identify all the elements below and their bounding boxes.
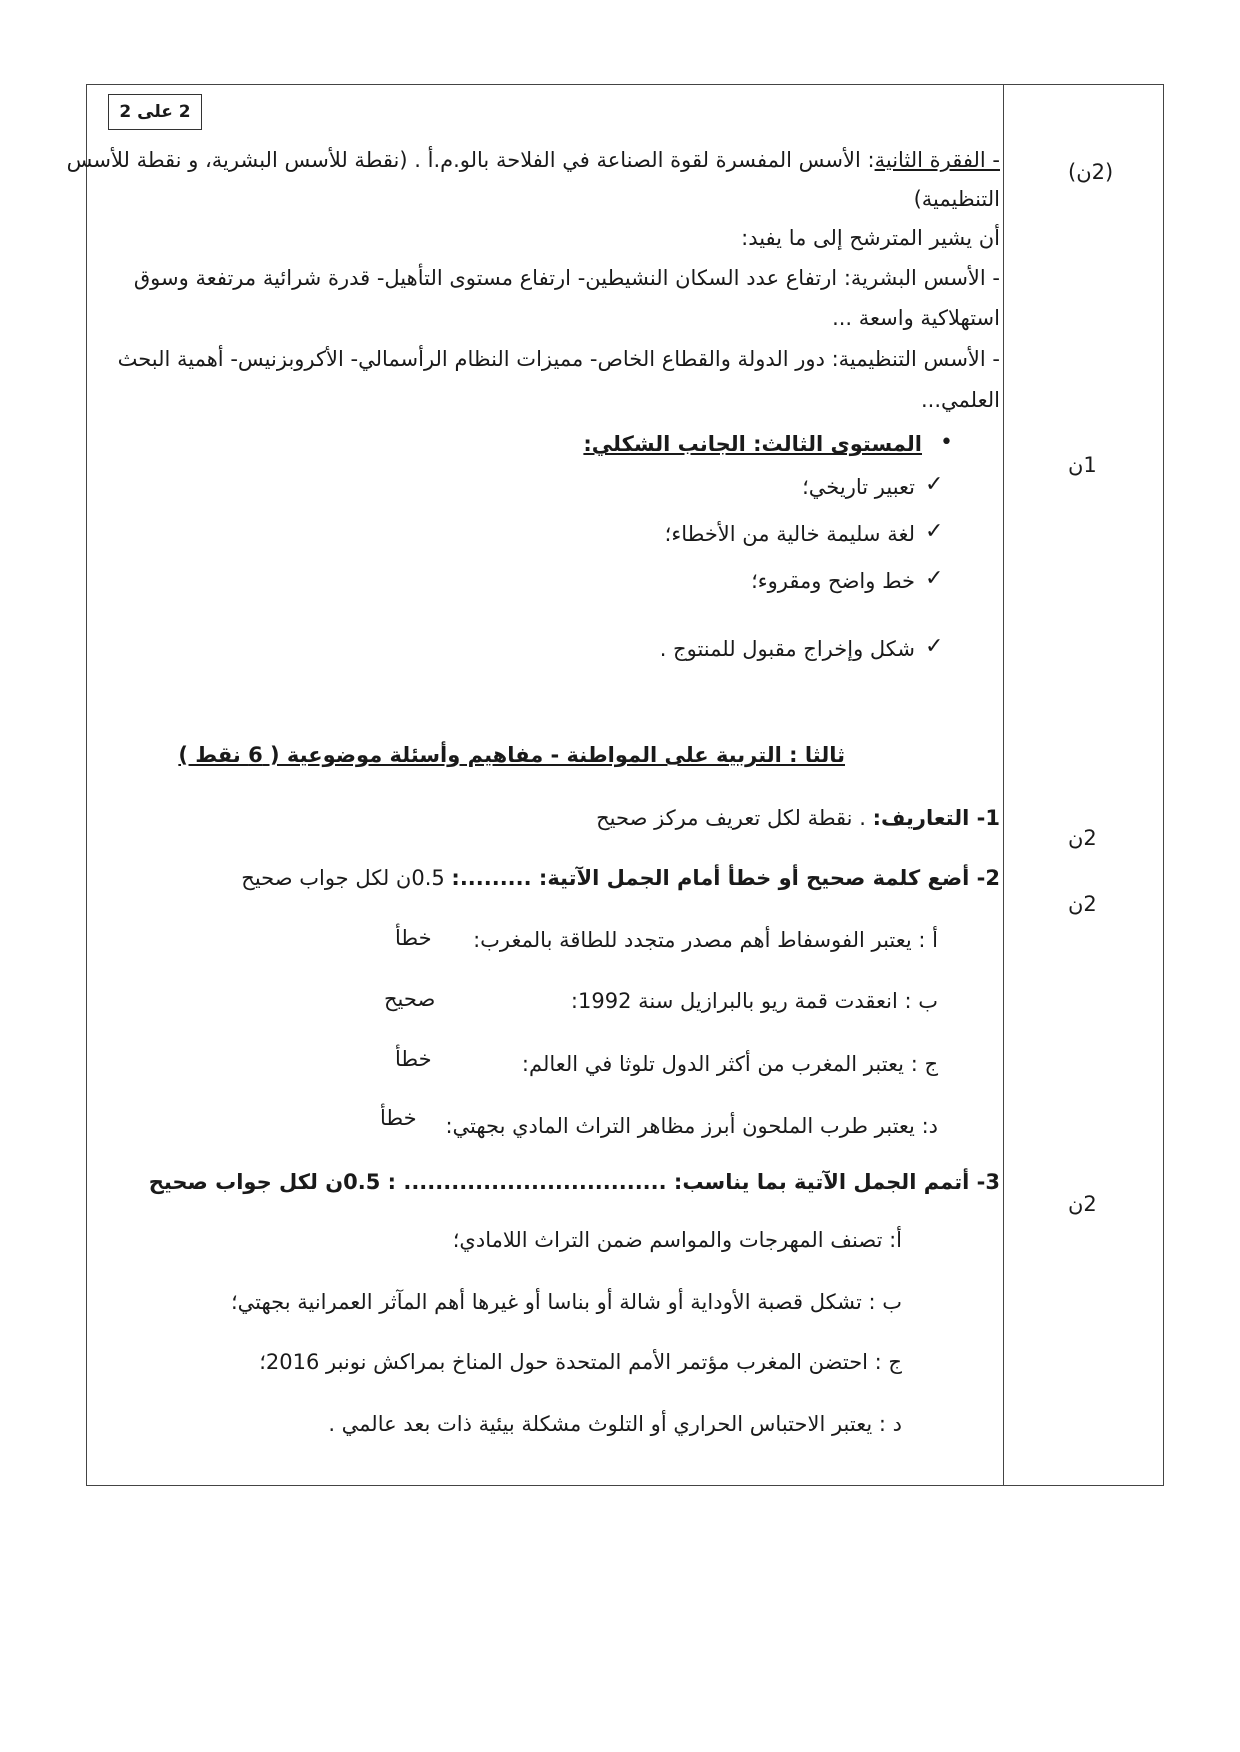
q2-item-text: أ : يعتبر الفوسفاط أهم مصدر متجدد للطاقة بالمغرب: [473, 928, 938, 952]
q2-item-text: د: يعتبر طرب الملحون أبرز مظاهر التراث المادي بجهتي: [445, 1114, 938, 1138]
org-basis-line1: - الأسس التنظيمية: دور الدولة والقطاع الخاص- مميزات النظام الرأسمالي- الأكروبزنيس- أهمية البحث [117, 347, 1000, 371]
q2-label: 2- أضع كلمة صحيح أو خطأ أمام الجمل الآتية: .........: [451, 866, 1000, 890]
org-basis-line2: العلمي... [921, 388, 1000, 412]
para2-line2: التنظيمية) [913, 187, 1000, 211]
check-icon: ✓ [925, 519, 944, 544]
q2-item-answer: خطأ [395, 926, 432, 950]
para2-line1 [67, 148, 1000, 173]
mark-label: 2ن [1068, 892, 1097, 916]
q3-item: د : يعتبر الاحتباس الحراري أو التلوث مشكلة بيئية ذات بعد عالمي . [328, 1412, 902, 1436]
q2-item-answer: صحيح [384, 987, 436, 1011]
level3-title: المستوى الثالث: الجانب الشكلي: [583, 432, 922, 456]
mark-label: 1ن [1068, 453, 1097, 477]
q3-item: ج : احتضن المغرب مؤتمر الأمم المتحدة حول المناخ بمراكش نونبر 2016؛ [259, 1350, 902, 1374]
q2-item-answer: خطأ [395, 1047, 432, 1071]
q1-text: . نقطة لكل تعريف مركز صحيح [596, 806, 873, 830]
q2-line [241, 866, 1000, 891]
mark-label: 2ن [1068, 826, 1097, 850]
check-icon: ✓ [925, 566, 944, 591]
q2-item-text: ج : يعتبر المغرب من أكثر الدول تلوثا في العالم: [521, 1052, 938, 1076]
para2-heading: - الفقرة الثانية [874, 148, 1000, 172]
mark-label: (2ن) [1068, 160, 1114, 184]
q3-item: أ: تصنف المهرجات والمواسم ضمن التراث اللامادي؛ [452, 1228, 902, 1252]
level3-item: لغة سليمة خالية من الأخطاء؛ [664, 522, 915, 546]
mark-label: 2ن [1068, 1192, 1097, 1216]
intro-line: أن يشير المترشح إلى ما يفيد: [741, 226, 1000, 250]
section3-title: ثالثا : التربية على المواطنة - مفاهيم وأسئلة موضوعية ( 6 نقط ) [178, 743, 845, 767]
q1-label: 1- التعاريف: [872, 806, 1000, 830]
q1-line [596, 806, 1000, 831]
level3-item: شكل وإخراج مقبول للمنتوج . [659, 637, 915, 661]
marks-column-divider [1003, 84, 1004, 1486]
q2-item-text: ب : انعقدت قمة ريو بالبرازيل سنة 1992: [570, 989, 938, 1013]
q3-item: ب : تشكل قصبة الأوداية أو شالة أو بناسا أو غيرها أهم المآثر العمرانية بجهتي؛ [230, 1290, 902, 1314]
human-basis-line1: - الأسس البشرية: ارتفاع عدد السكان النشيطين- ارتفاع مستوى التأهيل- قدرة شرائية مرتفعة وسوق [133, 266, 1000, 290]
bullet-icon: • [940, 430, 953, 455]
para2-text: : الأسس المفسرة لقوة الصناعة في الفلاحة بالو.م.أ . (نقطة للأسس البشرية، و نقطة للأسس [66, 148, 875, 172]
human-basis-line2: استهلاكية واسعة ... [832, 306, 1000, 330]
level3-item: خط واضح ومقروء؛ [751, 569, 915, 593]
level3-item: تعبير تاريخي؛ [802, 475, 915, 499]
page-number-box: 2 على 2 [108, 94, 202, 130]
q3-label: 3- أتمم الجمل الآتية بما يناسب: ................................. : 0.5ن لكل جواب صحيح [148, 1170, 1000, 1194]
check-icon: ✓ [925, 472, 944, 497]
q2-text: 0.5ن لكل جواب صحيح [241, 866, 452, 890]
check-icon: ✓ [925, 634, 944, 659]
q2-item-answer: خطأ [380, 1106, 417, 1130]
